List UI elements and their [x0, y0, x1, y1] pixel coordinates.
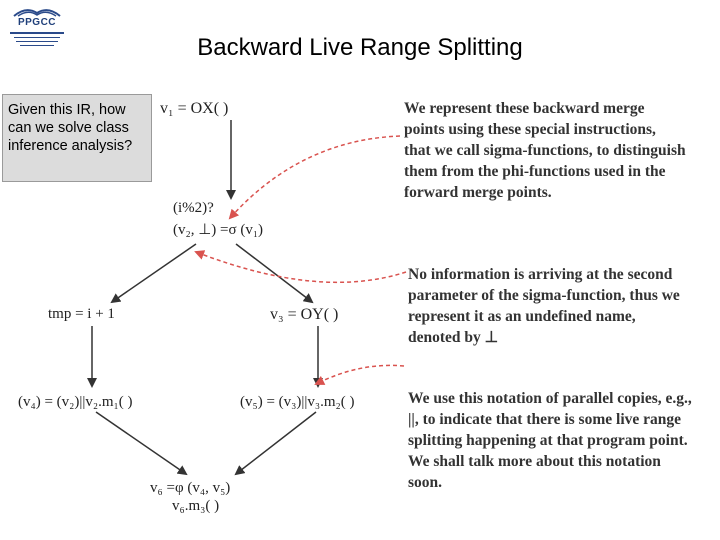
flow-arrow-sigma-to-v3 [236, 244, 312, 302]
flow-arrow-sigma-to-tmp [112, 244, 196, 302]
ir-v1-def: v₁ = OX( ) [160, 100, 229, 117]
ir-tmp: tmp = i + 1 [48, 306, 115, 322]
ir-sigma: (v₂, ⊥) =σ (v₁) [173, 222, 264, 238]
ir-phi: v₆ =φ (v₄, v₅) [150, 480, 231, 496]
flow-arrow-right-to-phi [236, 412, 316, 474]
note-undefined-name: No information is arriving at the second parameter of the sigma-function, thus we represent it as an undefined name, denoted by ⊥ [408, 266, 680, 346]
annotation-arrow-parallel-copy [316, 365, 404, 384]
flow-arrow-left-to-phi [96, 412, 186, 474]
annotation-arrow-bottom [196, 252, 406, 282]
note-sigma-functions: We represent these backward merge points using these special instructions, that we call sigma-functions, to distinguish them from the phi-functions used in the forward merge points. [404, 100, 686, 201]
question-callout: Given this IR, how can we solve class inference analysis? [2, 94, 152, 182]
annotation-arrow-sigma [230, 136, 400, 218]
ir-condition: (i%2)? [173, 200, 214, 216]
note-parallel-copies: We use this notation of parallel copies, e.g., ||, to indicate that there is some live range splitting happening at that program point. We shall talk more about this notation soon. [408, 390, 692, 491]
ir-v3-def: v₃ = OY( ) [270, 306, 339, 323]
logo-text: PPGCC [17, 17, 57, 28]
ir-v6-call: v₆.m₃( ) [172, 498, 220, 514]
ir-left-copy: (v₄) = (v₂)||v₂.m₁( ) [18, 394, 133, 410]
slide-title: Backward Live Range Splitting [197, 34, 523, 61]
ir-right-copy: (v₅) = (v₃)||v₃.m₂( ) [240, 394, 355, 410]
